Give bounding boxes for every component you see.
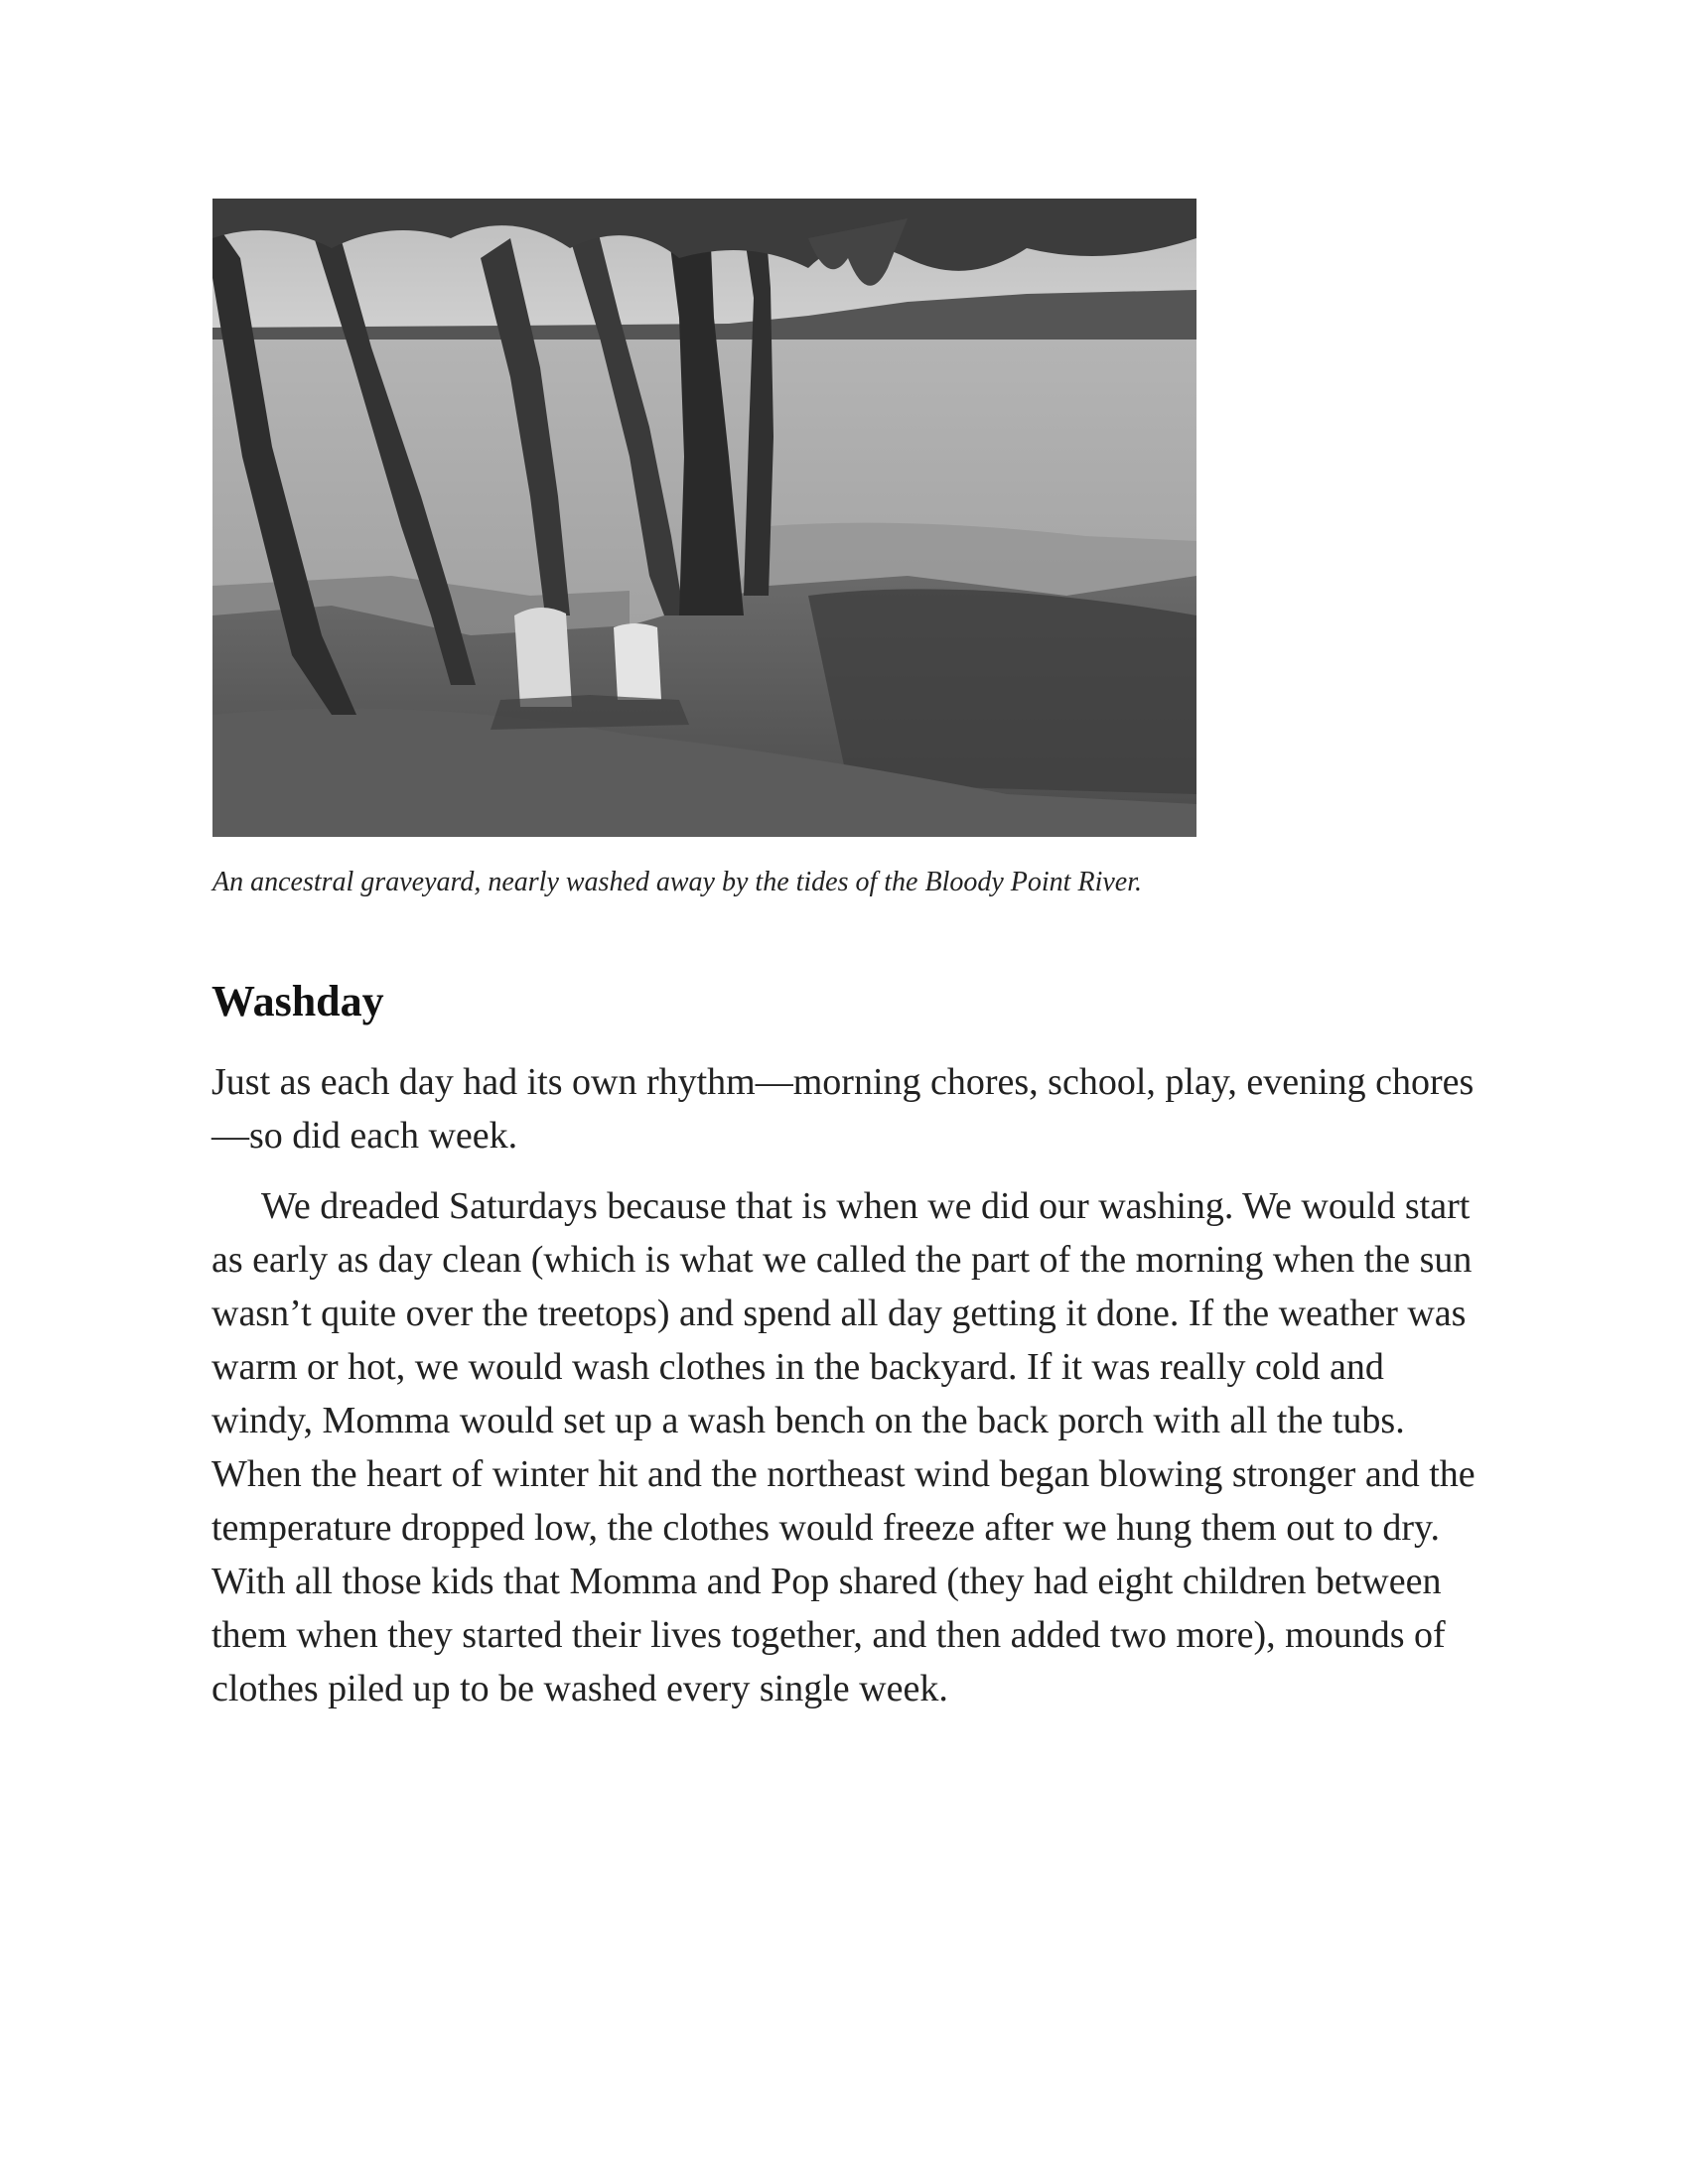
paragraph: Just as each day had its own rhythm—morning chores, school, play, evening chores—so did each week. xyxy=(211,1061,1475,1157)
section-body xyxy=(211,1055,1492,1715)
graveyard-photo xyxy=(212,199,1196,837)
section-heading: Washday xyxy=(211,977,384,1025)
paragraph: We dreaded Saturdays because that is when we did our washing. We would start as early as day clean (which is what we called the part of the morning when the sun wasn’t quite over the treetops) and spend all day getting it done. If the weather was warm or hot, we would wash clothes in the backyard. If it was really cold and windy, Momma would set up a wash bench on the back porch with all the tubs. When the heart of winter hit and the northeast wind began blowing stronger and the temperature dropped low, the clothes would freeze after we hung them out to dry. With all those kids that Momma and Pop shared (they had eight children between them when they started their lives together, and then added two more), mounds of clothes piled up to be washed every single week. xyxy=(211,1185,1476,1709)
figure-caption: An ancestral graveyard, nearly washed away by the tides of the Bloody Point River. xyxy=(212,867,1142,897)
